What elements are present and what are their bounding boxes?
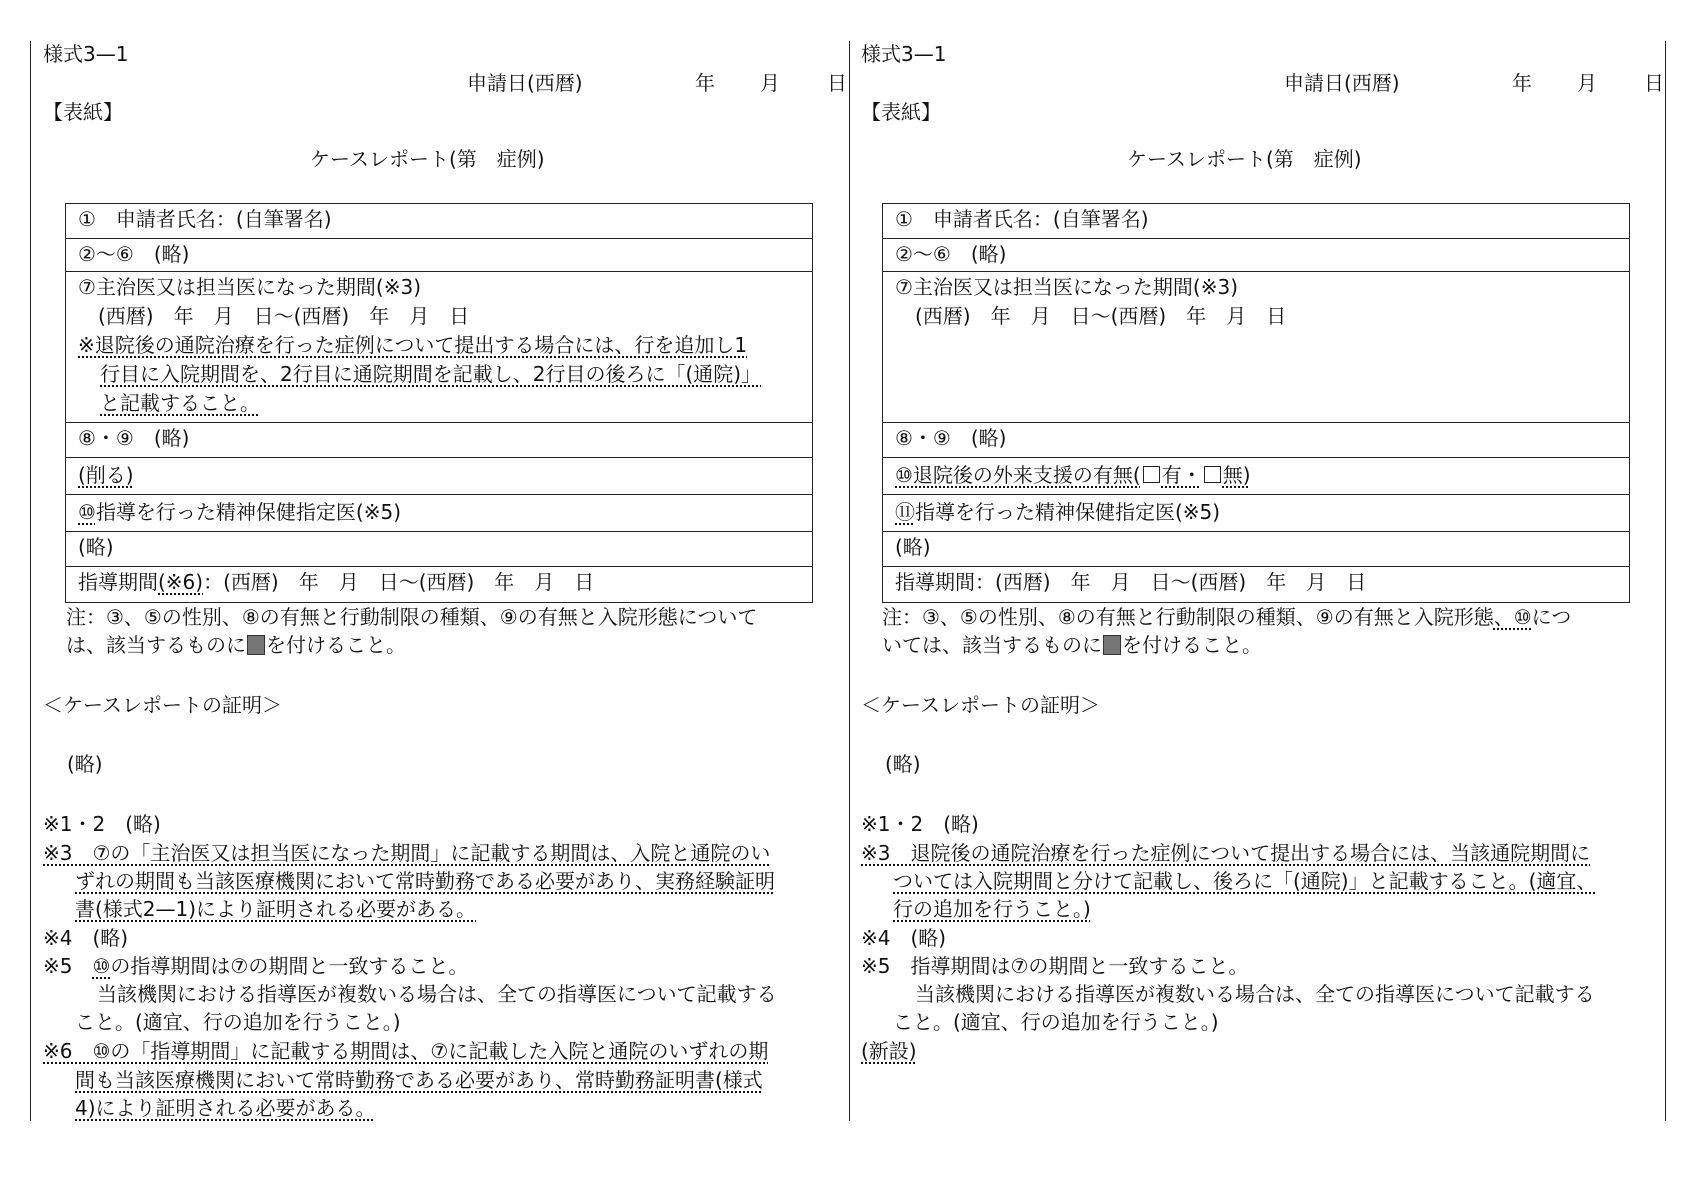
note-text: 行目に入院期間を、2行目に通院期間を記載し、2行目の後ろに「(通院)」: [100, 362, 762, 386]
row-text: ②～⑥ (略): [895, 242, 1007, 266]
date-day: 日: [1644, 71, 1664, 95]
table-row: [883, 422, 1629, 457]
right-panel: [849, 0, 1665, 1181]
note-text: を付けること。: [1122, 633, 1262, 657]
checkbox-no[interactable]: [1204, 466, 1221, 483]
case-report-table: [65, 203, 813, 603]
right-border: [1665, 41, 1666, 1121]
footnote-1-2: ※1・2 (略): [43, 812, 161, 836]
table-row: [66, 422, 812, 457]
row-text: ⑦主治医又は担当医になった期間(※3): [78, 275, 422, 299]
note-text: いては、該当するものに: [882, 633, 1102, 657]
footnote-3: ※3 退院後の通院治療を行った症例について提出する場合には、当該通院期間に: [861, 841, 1591, 865]
table-row: [66, 271, 812, 422]
footnote-4: ※4 (略): [861, 926, 947, 950]
note-text: 注：③、⑤の性別、⑧の有無と行動制限の種類、⑨の有無と入院形態: [882, 605, 1494, 629]
date-year: 年: [695, 71, 715, 95]
footnote-3-line: 行の追加を行うこと。): [893, 897, 1091, 921]
note-text: につ: [1531, 605, 1572, 629]
checkmark-box-icon: [1103, 635, 1121, 655]
note-line: [66, 631, 406, 659]
form-number: 様式3—1: [43, 42, 129, 66]
period-text: ：(西暦) 年 月 日～(西暦) 年 月 日: [203, 570, 595, 594]
footnote-5: [43, 952, 468, 980]
application-date-label: 申請日(西暦): [1284, 71, 1400, 95]
note-line: [882, 631, 1262, 659]
row-text: ②～⑥ (略): [78, 242, 190, 266]
row-text: (略): [78, 535, 114, 559]
cover-label: 【表紙】: [861, 100, 941, 124]
footnote-5-line: 当該機関における指導医が複数いる場合は、全ての指導医について記載する: [97, 982, 777, 1006]
footnote-5-line: 当該機関における指導医が複数いる場合は、全ての指導医について記載する: [915, 982, 1595, 1006]
note-text: は、該当するものに: [66, 633, 246, 657]
footnote-3-line: 書(様式2—1)により証明される必要がある。: [75, 897, 477, 921]
note-text: ※退院後の通院治療を行った症例について提出する場合には、行を追加し1: [78, 333, 748, 357]
page-title: ケースレポート(第 症例): [310, 147, 545, 171]
application-date-label: 申請日(西暦): [467, 71, 583, 95]
deleted-marker: (削る): [78, 463, 134, 487]
table-row: [883, 271, 1629, 422]
note-line: [882, 603, 1571, 631]
applicant-name-field: ① 申請者氏名：(自筆署名): [895, 207, 1149, 231]
footnote-6: ※6 ⑩の「指導期間」に記載する期間は、⑦に記載した入院と通院のいずれの期: [43, 1039, 769, 1063]
period-text: (西暦) 年 月 日～(西暦) 年 月 日: [98, 304, 470, 328]
row-text: 無): [1222, 463, 1251, 487]
footnote-6-new: (新設): [861, 1039, 917, 1063]
cover-label: 【表紙】: [43, 100, 123, 124]
period-text: 指導期間：(西暦) 年 月 日～(西暦) 年 月 日: [895, 570, 1367, 594]
table-row: [883, 204, 1629, 238]
table-row: [883, 531, 1629, 566]
row-text: 指導を行った精神保健指定医(※5): [915, 500, 1221, 524]
outpatient-support-field: [895, 463, 1251, 487]
checkmark-box-icon: [247, 635, 265, 655]
note-line: 注：③、⑤の性別、⑧の有無と行動制限の種類、⑨の有無と入院形態について: [66, 605, 758, 629]
footnote-6-line: 4)により証明される必要がある。: [75, 1096, 376, 1120]
footnote-3-line: ついては入院期間と分けて記載し、後ろに「(通院)」と記載すること。(適宜、: [893, 869, 1597, 893]
table-row: [66, 204, 812, 238]
footnote-text: の指導期間は⑦の期間と一致すること。: [110, 954, 469, 978]
date-year: 年: [1512, 71, 1532, 95]
certification-body: (略): [67, 752, 103, 776]
date-month: 月: [1577, 71, 1597, 95]
table-row: [66, 531, 812, 566]
footnote-3-line: ずれの期間も当該医療機関において常時勤務である必要があり、実務経験証明: [75, 869, 775, 893]
table-row: [66, 566, 812, 602]
date-month: 月: [760, 71, 780, 95]
row-text: 指導期間: [78, 570, 158, 594]
certification-heading: ＜ケースレポートの証明＞: [861, 693, 1100, 717]
table-row: [883, 457, 1629, 494]
checkbox-yes[interactable]: [1143, 466, 1160, 483]
row-text: ⑩退院後の外来支援の有無(: [895, 463, 1141, 487]
footnote-5-line: こと。(適宜、行の追加を行うこと。): [75, 1010, 401, 1034]
footnote-6-line: 間も当該医療機関において常時勤務である必要があり、常時勤務証明書(様式: [75, 1068, 763, 1092]
table-row: [883, 566, 1629, 602]
footnote-5-line: こと。(適宜、行の追加を行うこと。): [893, 1010, 1219, 1034]
footnote-1-2: ※1・2 (略): [861, 812, 979, 836]
row-text: (略): [895, 535, 931, 559]
certification-body: (略): [885, 752, 921, 776]
table-row: [66, 494, 812, 531]
form-number: 様式3—1: [861, 42, 947, 66]
row-text: 指導を行った精神保健指定医(※5): [95, 500, 402, 524]
row-ref: (※6): [158, 570, 204, 594]
table-row: [883, 238, 1629, 271]
page-title: ケースレポート(第 症例): [1127, 147, 1362, 171]
row-text: ⑧・⑨ (略): [895, 426, 1007, 450]
row-number: ⑪: [895, 500, 915, 524]
date-day: 日: [827, 71, 847, 95]
row-text: ⑧・⑨ (略): [78, 426, 190, 450]
footnote-5: ※5 指導期間は⑦の期間と一致すること。: [861, 954, 1249, 978]
applicant-name-field: ① 申請者氏名：(自筆署名): [78, 207, 332, 231]
footnote-4: ※4 (略): [43, 926, 129, 950]
left-panel: [30, 0, 849, 1181]
table-row: [883, 494, 1629, 531]
row-number: ⑩: [78, 500, 96, 524]
period-text: (西暦) 年 月 日～(西暦) 年 月 日: [915, 304, 1287, 328]
case-report-table: [882, 203, 1630, 603]
footnote-3: ※3 ⑦の「主治医又は担当医になった期間」に記載する期間は、入院と通院のい: [43, 841, 771, 865]
note-text: を付けること。: [266, 633, 406, 657]
footnote-text: ※5: [43, 954, 93, 978]
note-ref: 、⑩: [1493, 605, 1532, 629]
footnote-ref: ⑩: [92, 954, 111, 978]
certification-heading: ＜ケースレポートの証明＞: [43, 693, 282, 717]
note-text: と記載すること。: [100, 391, 260, 415]
row-text: 有・: [1161, 463, 1202, 487]
row-text: ⑦主治医又は担当医になった期間(※3): [895, 275, 1239, 299]
table-row: [66, 457, 812, 494]
table-row: [66, 238, 812, 271]
